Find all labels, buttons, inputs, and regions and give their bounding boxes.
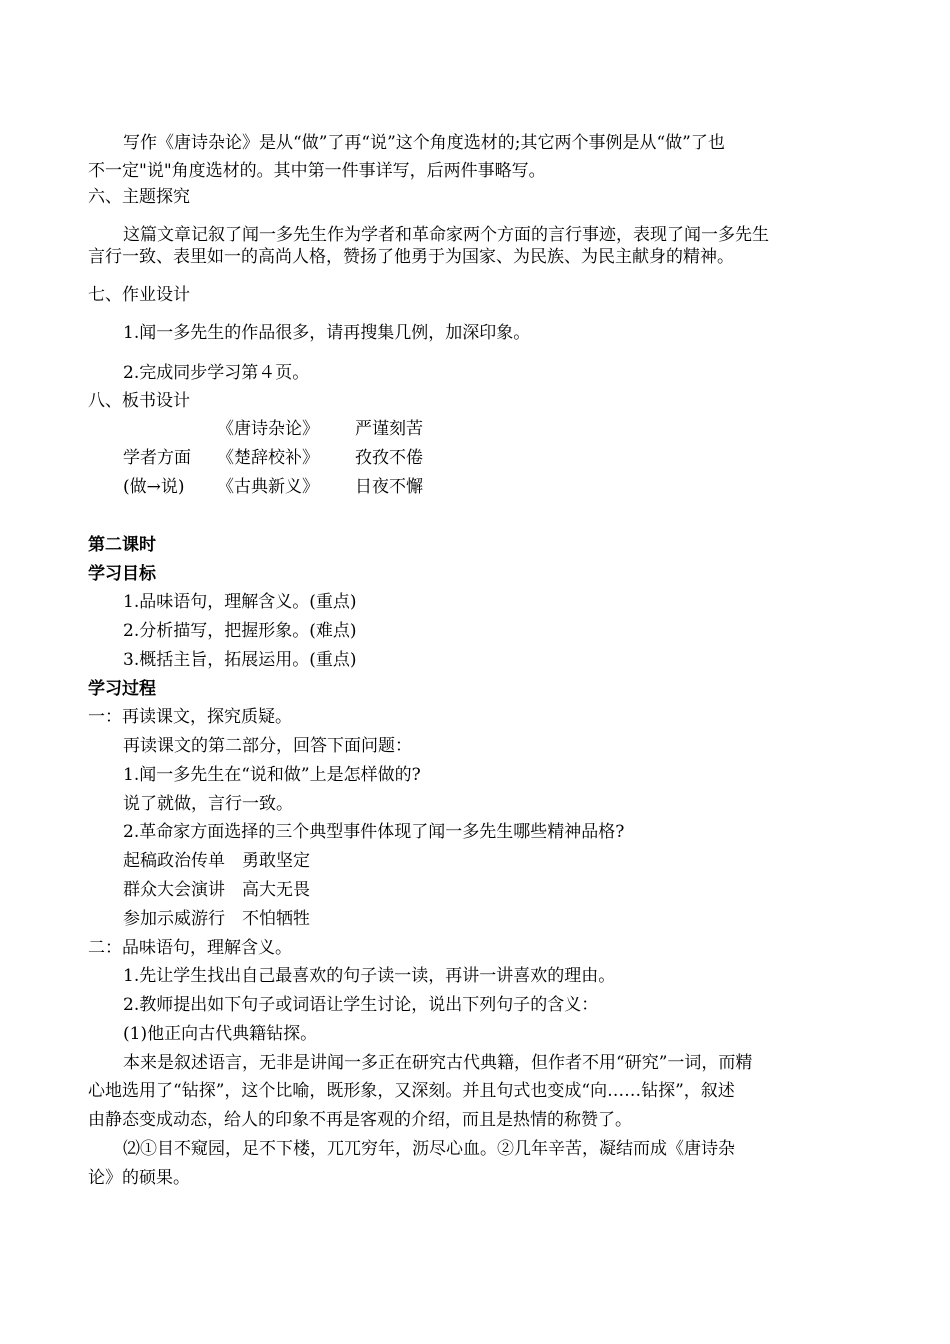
board-trait: 日夜不懈 bbox=[355, 477, 423, 497]
question: 2.革命家方面选择的三个典型事件体现了闻一多先生哪些精神品格? bbox=[123, 822, 625, 842]
paragraph-line: 1.先让学生找出自己最喜欢的句子读一读，再讲一讲喜欢的理由。 bbox=[123, 966, 616, 986]
paragraph-line: 言行一致、表里如一的高尚人格，赞扬了他勇于为国家、为民族、为民主献身的精神。 bbox=[88, 247, 734, 267]
paragraph-line: 不一定"说"角度选材的。其中第一件事详写，后两件事略写。 bbox=[88, 161, 546, 181]
part-heading: 一：再读课文，探究质疑。 bbox=[88, 707, 292, 727]
paragraph-line: 本来是叙述语言，无非是讲闻一多正在研究古代典籍，但作者不用“研究”一词，而精 bbox=[123, 1053, 753, 1073]
goals-heading: 学习目标 bbox=[88, 564, 156, 584]
lesson-title: 第二课时 bbox=[88, 535, 156, 555]
sentence-item: (1)他正向古代典籍钻探。 bbox=[123, 1024, 318, 1044]
board-row bbox=[0, 475, 950, 499]
board-left-label: 学者方面 bbox=[123, 448, 191, 468]
board-row bbox=[0, 446, 950, 470]
event-item: 起稿政治传单 勇敢坚定 bbox=[123, 851, 310, 871]
board-book: 《楚辞校补》 bbox=[217, 448, 319, 468]
paragraph-line: 论》的硕果。 bbox=[88, 1168, 190, 1188]
paragraph-line: 再读课文的第二部分，回答下面问题： bbox=[123, 736, 412, 756]
goal-item: 2.分析描写，把握形象。(难点) bbox=[123, 621, 357, 641]
paragraph-line: 由静态变成动态，给人的印象不再是客观的介绍，而且是热情的称赞了。 bbox=[88, 1110, 632, 1130]
goal-item: 3.概括主旨，拓展运用。(重点) bbox=[123, 650, 357, 670]
homework-item: 1.闻一多先生的作品很多，请再搜集几例，加深印象。 bbox=[123, 323, 531, 343]
section-heading-7: 七、作业设计 bbox=[88, 285, 190, 305]
paragraph-line: 2.教师提出如下句子或词语让学生讨论，说出下列句子的含义： bbox=[123, 995, 599, 1015]
event-item: 参加示威游行 不怕牺牲 bbox=[123, 909, 310, 929]
event-item: 群众大会演讲 高大无畏 bbox=[123, 880, 310, 900]
board-trait: 严谨刻苦 bbox=[355, 419, 423, 439]
board-book: 《古典新义》 bbox=[217, 477, 319, 497]
goal-item: 1.品味语句，理解含义。(重点) bbox=[123, 592, 357, 612]
section-heading-8: 八、板书设计 bbox=[88, 391, 190, 411]
process-heading: 学习过程 bbox=[88, 679, 156, 699]
question: 1.闻一多先生在“说和做”上是怎样做的? bbox=[123, 765, 421, 785]
paragraph-line: 写作《唐诗杂论》是从“做”了再“说”这个角度选材的;其它两个事例是从“做”了也 bbox=[123, 133, 725, 153]
section-heading-6: 六、主题探究 bbox=[88, 187, 190, 207]
homework-item: 2.完成同步学习第４页。 bbox=[123, 363, 310, 383]
board-left-label: (做→说) bbox=[123, 477, 185, 497]
answer: 说了就做，言行一致。 bbox=[123, 794, 293, 814]
sentence-item: ⑵①目不窥园，足不下楼，兀兀穷年，沥尽心血。②几年辛苦，凝结而成《唐诗杂 bbox=[123, 1139, 735, 1159]
paragraph-line: 这篇文章记叙了闻一多先生作为学者和革命家两个方面的言行事迹，表现了闻一多先生 bbox=[123, 225, 769, 245]
board-row bbox=[0, 417, 950, 441]
board-book: 《唐诗杂论》 bbox=[217, 419, 319, 439]
board-trait: 孜孜不倦 bbox=[355, 448, 423, 468]
paragraph-line: 心地选用了“钻探”，这个比喻，既形象，又深刻。并且句式也变成“向……钻探”，叙述 bbox=[88, 1081, 735, 1101]
part-heading: 二：品味语句，理解含义。 bbox=[88, 938, 292, 958]
